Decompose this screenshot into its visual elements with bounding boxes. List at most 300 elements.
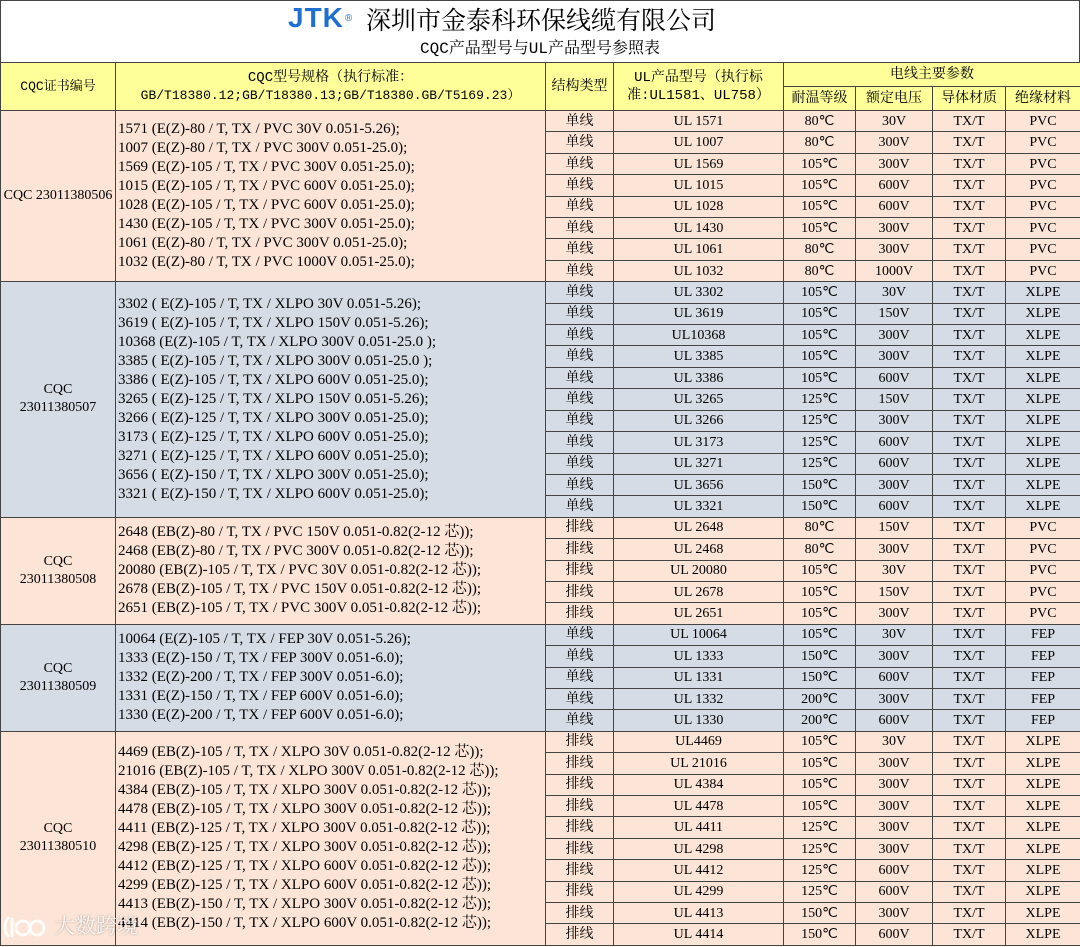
insulation-cell: PVC bbox=[1006, 539, 1080, 560]
conductor-cell: TX/T bbox=[933, 517, 1006, 538]
rated-voltage-cell: 600V bbox=[856, 196, 933, 217]
ul-model-cell: UL 4298 bbox=[614, 838, 784, 859]
conductor-cell: TX/T bbox=[933, 346, 1006, 367]
conductor-cell: TX/T bbox=[933, 239, 1006, 260]
temp-rating-cell: 80℃ bbox=[784, 260, 856, 281]
insulation-cell: XLPE bbox=[1006, 410, 1080, 431]
rated-voltage-cell: 300V bbox=[856, 218, 933, 239]
insulation-cell: XLPE bbox=[1006, 367, 1080, 388]
rated-voltage-cell: 600V bbox=[856, 496, 933, 517]
model-spec-line: 2651 (EB(Z)-105 / T, TX / PVC 300V 0.051-0.82(2-12 芯)); bbox=[118, 600, 482, 617]
structure-type-cell: 单线 bbox=[546, 153, 614, 174]
rated-voltage-cell: 1000V bbox=[856, 260, 933, 281]
insulation-cell: XLPE bbox=[1006, 496, 1080, 517]
temp-rating-cell: 105℃ bbox=[784, 624, 856, 645]
temp-rating-cell: 125℃ bbox=[784, 453, 856, 474]
structure-type-cell: 排线 bbox=[546, 903, 614, 924]
insulation-cell: XLPE bbox=[1006, 796, 1080, 817]
model-spec-line: 4384 (EB(Z)-105 / T, TX / XLPO 300V 0.051-0.82(2-12 芯)); bbox=[118, 782, 492, 799]
insulation-cell: PVC bbox=[1006, 581, 1080, 602]
structure-type-cell: 单线 bbox=[546, 410, 614, 431]
model-spec-cell bbox=[116, 624, 546, 731]
header-model-spec bbox=[116, 63, 546, 111]
temp-rating-cell: 125℃ bbox=[784, 860, 856, 881]
insulation-cell: FEP bbox=[1006, 667, 1080, 688]
model-spec-line: 1015 (E(Z)-105 / T, TX / PVC 600V 0.051-25.0); bbox=[118, 178, 415, 195]
conductor-cell: TX/T bbox=[933, 753, 1006, 774]
ul-model-cell: UL10368 bbox=[614, 325, 784, 346]
ul-model-cell: UL 1028 bbox=[614, 196, 784, 217]
insulation-cell: XLPE bbox=[1006, 817, 1080, 838]
model-spec-line: 1032 (E(Z)-80 / T, TX / PVC 1000V 0.051-25.0); bbox=[118, 254, 415, 271]
structure-type-cell: 单线 bbox=[546, 367, 614, 388]
rated-voltage-cell: 150V bbox=[856, 303, 933, 324]
conductor-cell: TX/T bbox=[933, 218, 1006, 239]
temp-rating-cell: 125℃ bbox=[784, 432, 856, 453]
header-cert-number: CQC证书编号 bbox=[1, 63, 116, 111]
conductor-cell: TX/T bbox=[933, 260, 1006, 281]
rated-voltage-cell: 300V bbox=[856, 603, 933, 624]
temp-rating-cell: 125℃ bbox=[784, 838, 856, 859]
rated-voltage-cell: 300V bbox=[856, 239, 933, 260]
temp-rating-cell: 150℃ bbox=[784, 903, 856, 924]
header-conductor: 导体材质 bbox=[933, 87, 1006, 111]
structure-type-cell: 排线 bbox=[546, 838, 614, 859]
conductor-cell: TX/T bbox=[933, 581, 1006, 602]
ul-model-cell: UL 1061 bbox=[614, 239, 784, 260]
conductor-cell: TX/T bbox=[933, 731, 1006, 752]
insulation-cell: FEP bbox=[1006, 624, 1080, 645]
temp-rating-cell: 105℃ bbox=[784, 753, 856, 774]
structure-type-cell: 排线 bbox=[546, 731, 614, 752]
table-row bbox=[1, 517, 1080, 538]
temp-rating-cell: 105℃ bbox=[784, 774, 856, 795]
header-ul-model-line1: UL产品型号（执行标 bbox=[634, 69, 763, 86]
reference-table bbox=[0, 62, 1080, 946]
structure-type-cell: 单线 bbox=[546, 303, 614, 324]
rated-voltage-cell: 600V bbox=[856, 667, 933, 688]
ul-model-cell: UL 2678 bbox=[614, 581, 784, 602]
conductor-cell: TX/T bbox=[933, 881, 1006, 902]
rated-voltage-cell: 30V bbox=[856, 282, 933, 303]
ul-model-cell: UL 4413 bbox=[614, 903, 784, 924]
conductor-cell: TX/T bbox=[933, 838, 1006, 859]
insulation-cell: XLPE bbox=[1006, 282, 1080, 303]
temp-rating-cell: 105℃ bbox=[784, 560, 856, 581]
model-spec-line: 20080 (EB(Z)-105 / T, TX / PVC 30V 0.051-0.82(2-12 芯)); bbox=[118, 562, 482, 579]
model-spec-line: 2678 (EB(Z)-105 / T, TX / PVC 150V 0.051-0.82(2-12 芯)); bbox=[118, 581, 482, 598]
ul-model-cell: UL 2651 bbox=[614, 603, 784, 624]
ul-model-cell: UL 20080 bbox=[614, 560, 784, 581]
rated-voltage-cell: 300V bbox=[856, 153, 933, 174]
insulation-cell: XLPE bbox=[1006, 303, 1080, 324]
temp-rating-cell: 105℃ bbox=[784, 581, 856, 602]
ul-model-cell: UL 2648 bbox=[614, 517, 784, 538]
conductor-cell: TX/T bbox=[933, 196, 1006, 217]
structure-type-cell: 单线 bbox=[546, 260, 614, 281]
header-model-spec-line1: CQC型号规格（执行标准： bbox=[247, 69, 414, 86]
rated-voltage-cell: 150V bbox=[856, 389, 933, 410]
insulation-cell: XLPE bbox=[1006, 474, 1080, 495]
model-spec-cell bbox=[116, 282, 546, 517]
rated-voltage-cell: 300V bbox=[856, 646, 933, 667]
structure-type-cell: 单线 bbox=[546, 710, 614, 731]
conductor-cell: TX/T bbox=[933, 924, 1006, 946]
ul-model-cell: UL 4414 bbox=[614, 924, 784, 946]
structure-type-cell: 单线 bbox=[546, 496, 614, 517]
conductor-cell: TX/T bbox=[933, 646, 1006, 667]
rated-voltage-cell: 300V bbox=[856, 474, 933, 495]
page-title: CQC产品型号与UL产品型号参照表 bbox=[419, 40, 660, 58]
temp-rating-cell: 125℃ bbox=[784, 881, 856, 902]
conductor-cell: TX/T bbox=[933, 817, 1006, 838]
temp-rating-cell: 105℃ bbox=[784, 796, 856, 817]
model-spec-cell bbox=[116, 517, 546, 624]
conductor-cell: TX/T bbox=[933, 389, 1006, 410]
conductor-cell: TX/T bbox=[933, 282, 1006, 303]
rated-voltage-cell: 300V bbox=[856, 346, 933, 367]
company-logo bbox=[288, 2, 353, 34]
model-spec-line: 1571 (E(Z)-80 / T, TX / PVC 30V 0.051-5.26); bbox=[118, 121, 400, 138]
insulation-cell: PVC bbox=[1006, 111, 1080, 132]
insulation-cell: PVC bbox=[1006, 517, 1080, 538]
temp-rating-cell: 125℃ bbox=[784, 817, 856, 838]
company-name: 深圳市金泰科环保线缆有限公司 bbox=[366, 7, 717, 35]
temp-rating-cell: 150℃ bbox=[784, 646, 856, 667]
model-spec-line: 3656 ( E(Z)-150 / T, TX / XLPO 300V 0.051-25.0); bbox=[118, 466, 429, 483]
rated-voltage-cell: 300V bbox=[856, 410, 933, 431]
header-temp-rating: 耐温等级 bbox=[784, 87, 856, 111]
cert-number-cell: CQC 23011380509 bbox=[1, 624, 116, 731]
model-spec-line: 1430 (E(Z)-105 / T, TX / PVC 300V 0.051-25.0); bbox=[118, 216, 415, 233]
table-header bbox=[1, 63, 1080, 111]
rated-voltage-cell: 600V bbox=[856, 367, 933, 388]
insulation-cell: XLPE bbox=[1006, 389, 1080, 410]
insulation-cell: XLPE bbox=[1006, 838, 1080, 859]
ul-model-cell: UL 1331 bbox=[614, 667, 784, 688]
temp-rating-cell: 150℃ bbox=[784, 667, 856, 688]
ul-model-cell: UL 4411 bbox=[614, 817, 784, 838]
structure-type-cell: 单线 bbox=[546, 239, 614, 260]
conductor-cell: TX/T bbox=[933, 325, 1006, 346]
structure-type-cell: 单线 bbox=[546, 389, 614, 410]
temp-rating-cell: 150℃ bbox=[784, 924, 856, 946]
model-spec-line: 4469 (EB(Z)-105 / T, TX / XLPO 30V 0.051-0.82(2-12 芯)); bbox=[118, 744, 484, 761]
model-spec-line: 10368 (E(Z)-105 / T, TX / XLPO 300V 0.051-25.0 ); bbox=[118, 333, 437, 350]
insulation-cell: FEP bbox=[1006, 646, 1080, 667]
conductor-cell: TX/T bbox=[933, 903, 1006, 924]
insulation-cell: FEP bbox=[1006, 710, 1080, 731]
ul-model-cell: UL 3302 bbox=[614, 282, 784, 303]
temp-rating-cell: 80℃ bbox=[784, 239, 856, 260]
rated-voltage-cell: 300V bbox=[856, 796, 933, 817]
ul-model-cell: UL 3173 bbox=[614, 432, 784, 453]
ul-model-cell: UL 3321 bbox=[614, 496, 784, 517]
table-body bbox=[1, 111, 1080, 946]
conductor-cell: TX/T bbox=[933, 624, 1006, 645]
header-model-spec-line2: GB/T18380.12;GB/T18380.13;GB/T18380.GB/T5169.23） bbox=[140, 87, 521, 103]
table-row bbox=[1, 624, 1080, 645]
structure-type-cell: 单线 bbox=[546, 624, 614, 645]
ul-model-cell: UL 2468 bbox=[614, 539, 784, 560]
conductor-cell: TX/T bbox=[933, 367, 1006, 388]
header-structure-type: 结构类型 bbox=[546, 63, 614, 111]
cert-number-cell: CQC 23011380510 bbox=[1, 731, 116, 945]
rated-voltage-cell: 300V bbox=[856, 838, 933, 859]
conductor-cell: TX/T bbox=[933, 132, 1006, 153]
rated-voltage-cell: 150V bbox=[856, 517, 933, 538]
temp-rating-cell: 105℃ bbox=[784, 282, 856, 303]
conductor-cell: TX/T bbox=[933, 474, 1006, 495]
ul-model-cell: UL 1032 bbox=[614, 260, 784, 281]
temp-rating-cell: 125℃ bbox=[784, 410, 856, 431]
insulation-cell: XLPE bbox=[1006, 903, 1080, 924]
insulation-cell: PVC bbox=[1006, 260, 1080, 281]
temp-rating-cell: 105℃ bbox=[784, 303, 856, 324]
header-rated-voltage: 额定电压 bbox=[856, 87, 933, 111]
insulation-cell: XLPE bbox=[1006, 753, 1080, 774]
insulation-cell: XLPE bbox=[1006, 325, 1080, 346]
rated-voltage-cell: 300V bbox=[856, 325, 933, 346]
table-row bbox=[1, 111, 1080, 132]
conductor-cell: TX/T bbox=[933, 539, 1006, 560]
model-spec-line: 3385 ( E(Z)-105 / T, TX / XLPO 300V 0.051-25.0 ); bbox=[118, 352, 433, 369]
structure-type-cell: 排线 bbox=[546, 539, 614, 560]
header-insulation: 绝缘材料 bbox=[1006, 87, 1080, 111]
temp-rating-cell: 80℃ bbox=[784, 517, 856, 538]
ul-model-cell: UL 3656 bbox=[614, 474, 784, 495]
conductor-cell: TX/T bbox=[933, 432, 1006, 453]
conductor-cell: TX/T bbox=[933, 453, 1006, 474]
ul-model-cell: UL 3385 bbox=[614, 346, 784, 367]
model-spec-line: 3265 ( E(Z)-125 / T, TX / XLPO 150V 0.051-5.26); bbox=[118, 390, 429, 407]
conductor-cell: TX/T bbox=[933, 603, 1006, 624]
ul-model-cell: UL 3619 bbox=[614, 303, 784, 324]
rated-voltage-cell: 300V bbox=[856, 753, 933, 774]
structure-type-cell: 单线 bbox=[546, 325, 614, 346]
temp-rating-cell: 105℃ bbox=[784, 346, 856, 367]
rated-voltage-cell: 600V bbox=[856, 881, 933, 902]
insulation-cell: PVC bbox=[1006, 153, 1080, 174]
conductor-cell: TX/T bbox=[933, 860, 1006, 881]
model-spec-line: 1331 (E(Z)-150 / T, TX / FEP 600V 0.051-6.0); bbox=[118, 688, 404, 705]
header-ul-model bbox=[614, 63, 784, 111]
insulation-cell: PVC bbox=[1006, 196, 1080, 217]
registered-mark: ® bbox=[344, 13, 354, 24]
ul-model-cell: UL 1332 bbox=[614, 688, 784, 709]
conductor-cell: TX/T bbox=[933, 175, 1006, 196]
model-spec-line: 3266 ( E(Z)-125 / T, TX / XLPO 300V 0.051-25.0); bbox=[118, 409, 429, 426]
cert-number-cell: CQC 23011380506 bbox=[1, 111, 116, 282]
structure-type-cell: 排线 bbox=[546, 774, 614, 795]
structure-type-cell: 单线 bbox=[546, 432, 614, 453]
conductor-cell: TX/T bbox=[933, 560, 1006, 581]
model-spec-line: 3302 ( E(Z)-105 / T, TX / XLPO 30V 0.051-5.26); bbox=[118, 295, 422, 312]
conductor-cell: TX/T bbox=[933, 667, 1006, 688]
rated-voltage-cell: 30V bbox=[856, 111, 933, 132]
model-spec-line: 3386 ( E(Z)-105 / T, TX / XLPO 600V 0.051-25.0); bbox=[118, 371, 429, 388]
ul-model-cell: UL 3266 bbox=[614, 410, 784, 431]
title-area bbox=[0, 0, 1080, 62]
structure-type-cell: 排线 bbox=[546, 603, 614, 624]
ul-model-cell: UL 3386 bbox=[614, 367, 784, 388]
conductor-cell: TX/T bbox=[933, 153, 1006, 174]
rated-voltage-cell: 300V bbox=[856, 539, 933, 560]
ul-model-cell: UL 3271 bbox=[614, 453, 784, 474]
insulation-cell: PVC bbox=[1006, 175, 1080, 196]
rated-voltage-cell: 30V bbox=[856, 731, 933, 752]
temp-rating-cell: 80℃ bbox=[784, 539, 856, 560]
structure-type-cell: 排线 bbox=[546, 924, 614, 946]
rated-voltage-cell: 300V bbox=[856, 132, 933, 153]
rated-voltage-cell: 300V bbox=[856, 903, 933, 924]
header-ul-model-line2: 准:UL1581、UL758） bbox=[627, 87, 770, 104]
temp-rating-cell: 200℃ bbox=[784, 688, 856, 709]
temp-rating-cell: 80℃ bbox=[784, 111, 856, 132]
conductor-cell: TX/T bbox=[933, 774, 1006, 795]
temp-rating-cell: 200℃ bbox=[784, 710, 856, 731]
insulation-cell: FEP bbox=[1006, 688, 1080, 709]
rated-voltage-cell: 300V bbox=[856, 817, 933, 838]
temp-rating-cell: 105℃ bbox=[784, 367, 856, 388]
structure-type-cell: 排线 bbox=[546, 860, 614, 881]
model-spec-line: 2468 (EB(Z)-80 / T, TX / PVC 300V 0.051-0.82(2-12 芯)); bbox=[118, 543, 474, 560]
structure-type-cell: 排线 bbox=[546, 881, 614, 902]
model-spec-line: 3271 ( E(Z)-125 / T, TX / XLPO 600V 0.051-25.0); bbox=[118, 447, 429, 464]
structure-type-cell: 单线 bbox=[546, 646, 614, 667]
insulation-cell: XLPE bbox=[1006, 860, 1080, 881]
structure-type-cell: 排线 bbox=[546, 753, 614, 774]
model-spec-line: 1007 (E(Z)-80 / T, TX / PVC 300V 0.051-25.0); bbox=[118, 140, 408, 157]
model-spec-line: 2648 (EB(Z)-80 / T, TX / PVC 150V 0.051-0.82(2-12 芯)); bbox=[118, 524, 474, 541]
rated-voltage-cell: 300V bbox=[856, 774, 933, 795]
temp-rating-cell: 105℃ bbox=[784, 218, 856, 239]
model-spec-line: 3321 ( E(Z)-150 / T, TX / XLPO 600V 0.051-25.0); bbox=[118, 485, 429, 502]
model-spec-cell bbox=[116, 731, 546, 945]
rated-voltage-cell: 300V bbox=[856, 688, 933, 709]
conductor-cell: TX/T bbox=[933, 496, 1006, 517]
structure-type-cell: 单线 bbox=[546, 688, 614, 709]
table-row bbox=[1, 731, 1080, 752]
temp-rating-cell: 105℃ bbox=[784, 153, 856, 174]
conductor-cell: TX/T bbox=[933, 111, 1006, 132]
model-spec-cell bbox=[116, 111, 546, 282]
conductor-cell: TX/T bbox=[933, 710, 1006, 731]
rated-voltage-cell: 30V bbox=[856, 560, 933, 581]
structure-type-cell: 单线 bbox=[546, 282, 614, 303]
rated-voltage-cell: 600V bbox=[856, 710, 933, 731]
model-spec-line: 10064 (E(Z)-105 / T, TX / FEP 30V 0.051-5.26); bbox=[118, 631, 411, 648]
structure-type-cell: 单线 bbox=[546, 218, 614, 239]
rated-voltage-cell: 150V bbox=[856, 581, 933, 602]
ul-model-cell: UL 1015 bbox=[614, 175, 784, 196]
table-row bbox=[1, 282, 1080, 303]
temp-rating-cell: 105℃ bbox=[784, 196, 856, 217]
temp-rating-cell: 105℃ bbox=[784, 603, 856, 624]
temp-rating-cell: 105℃ bbox=[784, 175, 856, 196]
structure-type-cell: 单线 bbox=[546, 132, 614, 153]
temp-rating-cell: 150℃ bbox=[784, 474, 856, 495]
rated-voltage-cell: 600V bbox=[856, 175, 933, 196]
ul-model-cell: UL 1430 bbox=[614, 218, 784, 239]
structure-type-cell: 单线 bbox=[546, 175, 614, 196]
ul-model-cell: UL 3265 bbox=[614, 389, 784, 410]
model-spec-line: 4414 (EB(Z)-150 / T, TX / XLPO 600V 0.051-0.82(2-12 芯)); bbox=[118, 915, 492, 932]
insulation-cell: PVC bbox=[1006, 239, 1080, 260]
cert-number-cell: CQC 23011380508 bbox=[1, 517, 116, 624]
conductor-cell: TX/T bbox=[933, 303, 1006, 324]
cert-number-cell: CQC 23011380507 bbox=[1, 282, 116, 517]
model-spec-line: 4299 (EB(Z)-125 / T, TX / XLPO 600V 0.051-0.82(2-12 芯)); bbox=[118, 877, 492, 894]
ul-model-cell: UL 1007 bbox=[614, 132, 784, 153]
header-main-params: 电线主要参数 bbox=[784, 63, 1080, 87]
structure-type-cell: 排线 bbox=[546, 581, 614, 602]
model-spec-line: 1330 (E(Z)-200 / T, TX / FEP 600V 0.051-6.0); bbox=[118, 707, 404, 724]
temp-rating-cell: 125℃ bbox=[784, 389, 856, 410]
ul-model-cell: UL 4478 bbox=[614, 796, 784, 817]
ul-model-cell: UL 4412 bbox=[614, 860, 784, 881]
structure-type-cell: 排线 bbox=[546, 517, 614, 538]
insulation-cell: XLPE bbox=[1006, 774, 1080, 795]
insulation-cell: PVC bbox=[1006, 603, 1080, 624]
ul-model-cell: UL 1330 bbox=[614, 710, 784, 731]
model-spec-line: 4411 (EB(Z)-125 / T, TX / XLPO 300V 0.051-0.82(2-12 芯)); bbox=[118, 820, 491, 837]
insulation-cell: XLPE bbox=[1006, 924, 1080, 946]
ul-model-cell: UL 1571 bbox=[614, 111, 784, 132]
structure-type-cell: 单线 bbox=[546, 111, 614, 132]
rated-voltage-cell: 600V bbox=[856, 432, 933, 453]
structure-type-cell: 排线 bbox=[546, 560, 614, 581]
rated-voltage-cell: 600V bbox=[856, 860, 933, 881]
conductor-cell: TX/T bbox=[933, 796, 1006, 817]
structure-type-cell: 排线 bbox=[546, 817, 614, 838]
ul-model-cell: UL 4299 bbox=[614, 881, 784, 902]
insulation-cell: XLPE bbox=[1006, 346, 1080, 367]
model-spec-line: 1333 (E(Z)-150 / T, TX / FEP 300V 0.051-6.0); bbox=[118, 650, 404, 667]
conductor-cell: TX/T bbox=[933, 688, 1006, 709]
insulation-cell: XLPE bbox=[1006, 432, 1080, 453]
insulation-cell: XLPE bbox=[1006, 453, 1080, 474]
model-spec-line: 3619 ( E(Z)-105 / T, TX / XLPO 150V 0.051-5.26); bbox=[118, 314, 429, 331]
logo-text: JTK bbox=[288, 2, 344, 33]
temp-rating-cell: 150℃ bbox=[784, 496, 856, 517]
header-row bbox=[1, 63, 1080, 87]
ul-model-cell: UL 1333 bbox=[614, 646, 784, 667]
model-spec-line: 21016 (EB(Z)-105 / T, TX / XLPO 300V 0.051-0.82(2-12 芯)); bbox=[118, 763, 499, 780]
ul-model-cell: UL 10064 bbox=[614, 624, 784, 645]
insulation-cell: PVC bbox=[1006, 560, 1080, 581]
model-spec-line: 1332 (E(Z)-200 / T, TX / FEP 300V 0.051-6.0); bbox=[118, 669, 404, 686]
model-spec-line: 1061 (E(Z)-80 / T, TX / PVC 300V 0.051-25.0); bbox=[118, 235, 408, 252]
temp-rating-cell: 80℃ bbox=[784, 132, 856, 153]
ul-model-cell: UL 1569 bbox=[614, 153, 784, 174]
structure-type-cell: 单线 bbox=[546, 196, 614, 217]
temp-rating-cell: 105℃ bbox=[784, 731, 856, 752]
rated-voltage-cell: 30V bbox=[856, 624, 933, 645]
model-spec-line: 1569 (E(Z)-105 / T, TX / PVC 300V 0.051-25.0); bbox=[118, 159, 415, 176]
ul-model-cell: UL 4384 bbox=[614, 774, 784, 795]
model-spec-line: 4478 (EB(Z)-105 / T, TX / XLPO 300V 0.051-0.82(2-12 芯)); bbox=[118, 801, 492, 818]
insulation-cell: XLPE bbox=[1006, 731, 1080, 752]
structure-type-cell: 单线 bbox=[546, 346, 614, 367]
rated-voltage-cell: 600V bbox=[856, 453, 933, 474]
ul-model-cell: UL4469 bbox=[614, 731, 784, 752]
rated-voltage-cell: 600V bbox=[856, 924, 933, 946]
insulation-cell: XLPE bbox=[1006, 881, 1080, 902]
structure-type-cell: 单线 bbox=[546, 474, 614, 495]
watermark-text: 大数跨境 bbox=[54, 915, 138, 938]
structure-type-cell: 单线 bbox=[546, 667, 614, 688]
